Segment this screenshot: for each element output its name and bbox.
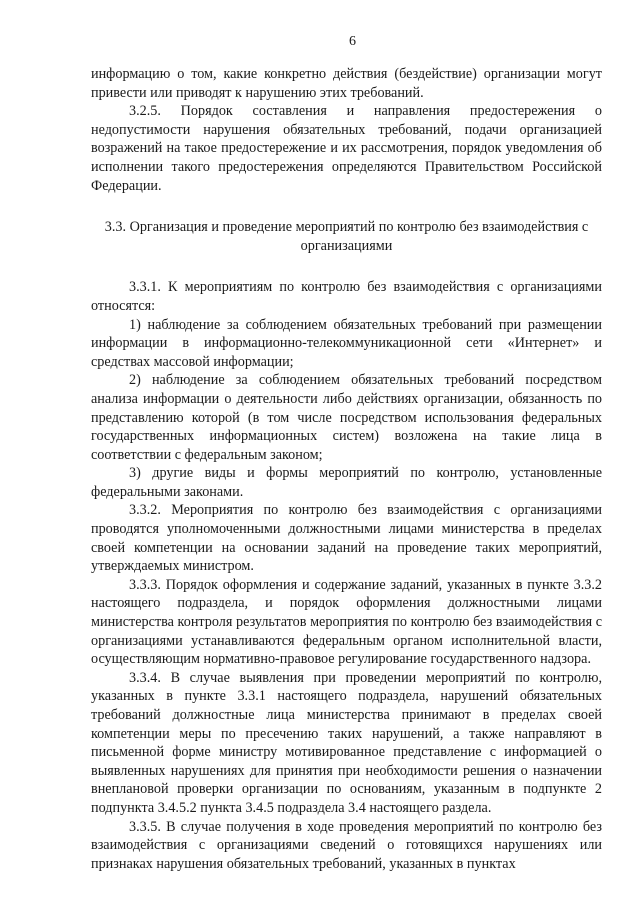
paragraph-3-3-5: 3.3.5. В случае получения в ходе проведения мероприятий по контролю без взаимодействия с организациями сведений о готовящихся нарушениях или признаках нарушения обязательных требований, указанных в пунктах	[91, 818, 602, 872]
paragraph-3-3-2: 3.3.2. Мероприятия по контролю без взаимодействия с организациями проводятся уполномоченными должностными лицами министерства в пределах своей компетенции на основании заданий на проведение таких мероприятий, утверждаемых министром.	[91, 502, 602, 575]
list-item-1: 1) наблюдение за соблюдением обязательных требований при размещении информации в информационно-телекоммуникационной сети «Интернет» и средствах массовой информации;	[91, 316, 602, 370]
page-number: 6	[349, 34, 356, 49]
list-item-3: 3) другие виды и формы мероприятий по контролю, установленные федеральными законами.	[91, 465, 602, 500]
paragraph-3-3-1: 3.3.1. К мероприятиям по контролю без взаимодействия с организациями относятся:	[91, 279, 602, 314]
spacer	[91, 255, 602, 278]
spacer	[91, 195, 602, 218]
paragraph-continuation: информацию о том, какие конкретно действия (бездействие) организации могут привести или приводят к нарушению этих требований.	[91, 66, 602, 101]
list-item-2: 2) наблюдение за соблюдением обязательных требований посредством анализа информации о деятельности либо действиях организации, обязанность по представлению которой (в том числе посредством использования федеральных государственных информационных систем) возложена на такие лица в соответствии с федеральным законом;	[91, 372, 602, 463]
paragraph-3-3-4: 3.3.4. В случае выявления при проведении мероприятий по контролю, указанных в пункте 3.3.1 настоящего подраздела, нарушений обязательных требований должностные лица министерства принимают в пределах своей компетенции меры по пресечению таких нарушений, а также направляют в письменной форме министру мотивированное представление с информацией о выявленных нарушениях для принятия при необходимости решения о назначении внеплановой проверки организации по основаниям, указанным в подпункте 2 подпункта 3.4.5.2 пункта 3.4.5 подраздела 3.4 настоящего раздела.	[91, 669, 602, 816]
paragraph-3-3-3: 3.3.3. Порядок оформления и содержание заданий, указанных в пункте 3.3.2 настоящего подраздела, и порядок оформления должностными лицами министерства контроля результатов мероприятия по контролю без взаимодействия с организациями устанавливаются федеральным органом исполнительной власти, осуществляющим нормативно-правовое регулирование государственного надзора.	[91, 576, 602, 668]
section-heading-3-3: 3.3. Организация и проведение мероприятий по контролю без взаимодействия с организациями	[104, 219, 589, 254]
paragraph-3-2-5: 3.2.5. Порядок составления и направления предостережения о недопустимости нарушения обязательных требований, подачи организацией возражений на такое предостережение и их рассмотрения, порядок уведомления об исполнении такого предостережения определяются Правительством Российской Федерации.	[91, 103, 602, 194]
